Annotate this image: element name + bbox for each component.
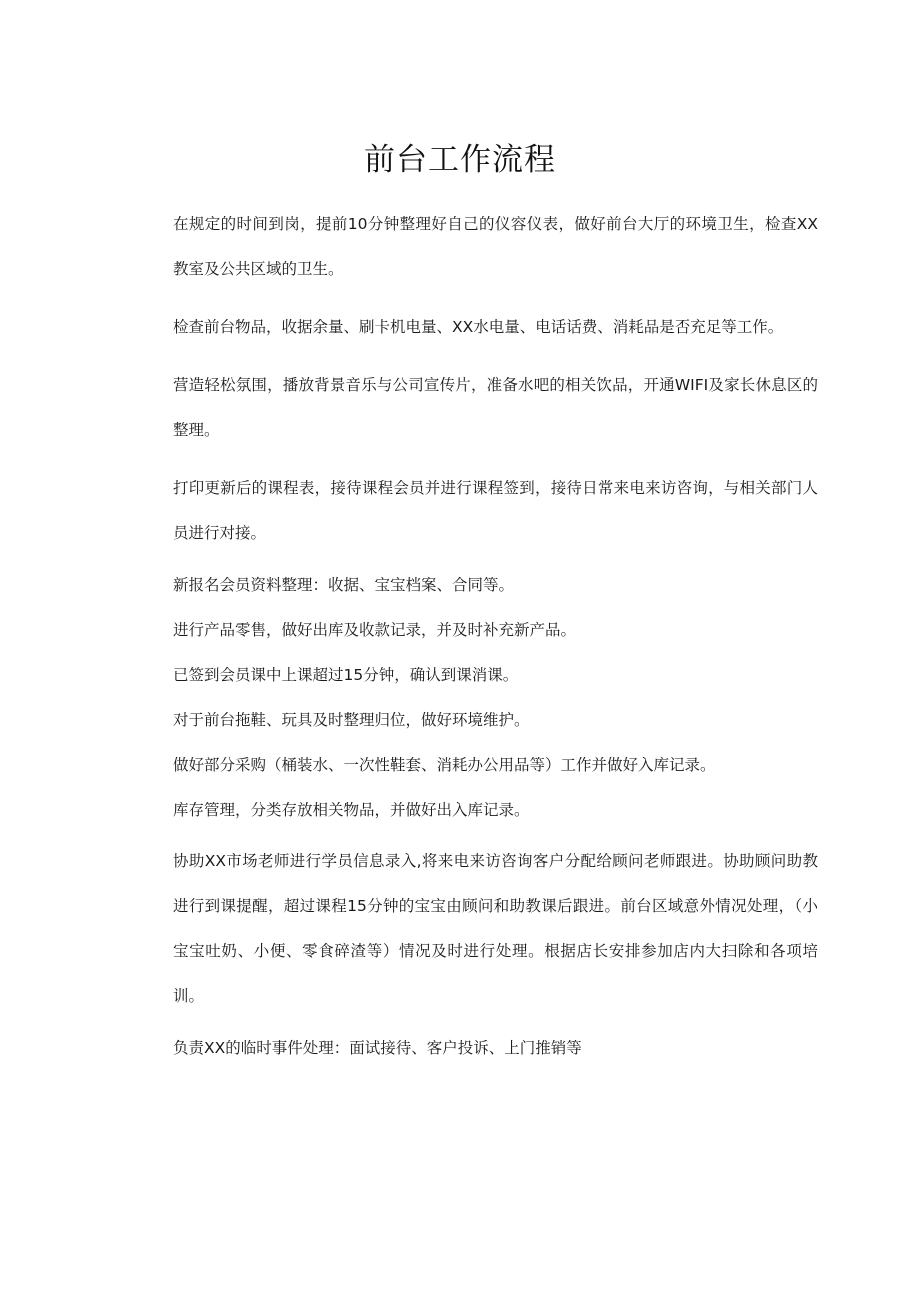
paragraph-1: 在规定的时间到岗，提前10分钟整理好自己的仪容仪表，做好前台大厅的环境卫生，检查XX教室及公共区域的卫生。 [173,215,818,278]
paragraph-6: 进行产品零售，做好出库及收款记录，并及时补充新产品。 [173,621,577,639]
paragraph-7: 已签到会员课中上课超过15分钟，确认到课消课。 [173,666,519,684]
paragraph-10: 库存管理，分类存放相关物品，并做好出入库记录。 [173,801,530,819]
document-body [173,202,818,1077]
paragraph-2: 检查前台物品，收据余量、刷卡机电量、XX水电量、电话话费、消耗品是否充足等工作。 [173,318,784,336]
paragraph-5: 新报名会员资料整理：收据、宝宝档案、合同等。 [173,576,515,594]
paragraph-3: 营造轻松氛围，播放背景音乐与公司宣传片，准备水吧的相关饮品，开通WIFI及家长休息区的整理。 [173,376,818,439]
paragraph-11: 协助XX市场老师进行学员信息录入,将来电来访咨询客户分配给顾问老师跟进。协助顾问助教进行到课提醒，超过课程15分钟的宝宝由顾问和助教课后跟进。前台区域意外情况处理，（小宝宝吐奶、小便、零食碎渣等）情况及时进行处理。根据店长安排参加店内大扫除和各项培训。 [173,852,818,1005]
paragraph-4: 打印更新后的课程表，接待课程会员并进行课程签到，接待日常来电来访咨询，与相关部门人员进行对接。 [173,479,818,542]
paragraph-8: 对于前台拖鞋、玩具及时整理归位，做好环境维护。 [173,711,530,729]
paragraph-12: 负责XX的临时事件处理：面试接待、客户投诉、上门推销等 [173,1039,582,1057]
paragraph-9: 做好部分采购（桶装水、一次性鞋套、消耗办公用品等）工作并做好入库记录。 [173,756,716,774]
document-title: 前台工作流程 [364,142,556,178]
